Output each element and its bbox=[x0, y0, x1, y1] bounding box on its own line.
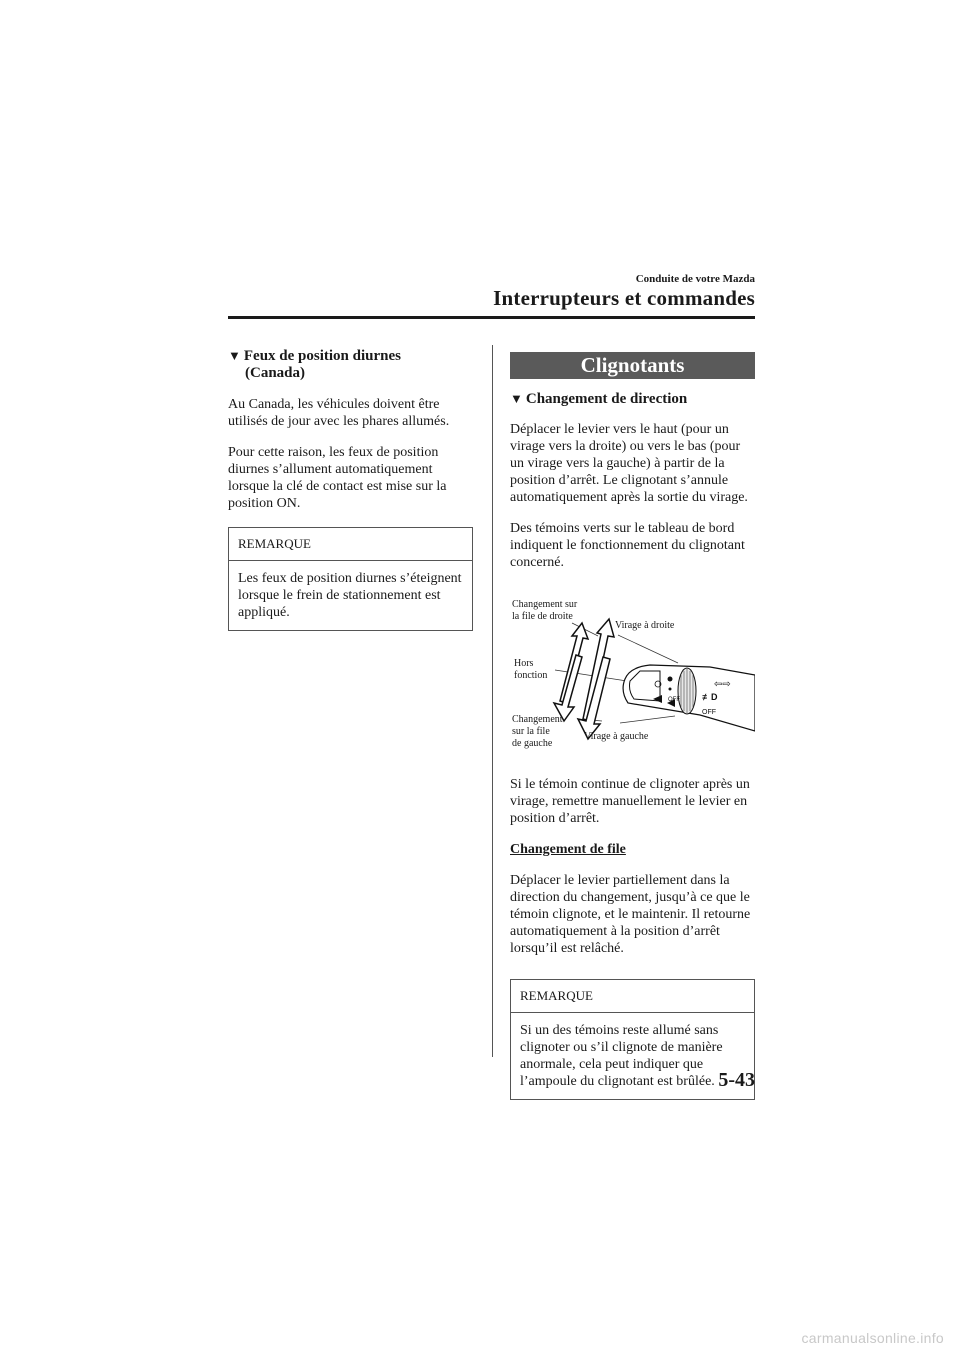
running-header-title: Interrupteurs et commandes bbox=[493, 286, 755, 310]
label-lane-change-left: Changement sur la file de gauche bbox=[512, 714, 563, 749]
label-turn-right: Virage à droite bbox=[615, 620, 675, 631]
note-text: Si un des témoins reste allumé sans clignoter ou s’il clignote de manière anormale, cela peut indiquer que l’ampoule du clignotant est brûlée. bbox=[520, 1023, 723, 1089]
heading-line-2: (Canada) bbox=[245, 365, 306, 381]
column-divider bbox=[492, 345, 493, 1057]
section-banner: Clignotants bbox=[510, 352, 755, 379]
triangle-bullet-icon: ▼ bbox=[510, 391, 523, 406]
svg-text:≢D: ≢D bbox=[702, 692, 718, 702]
label-turn-left: Virage à gauche bbox=[584, 731, 649, 742]
note-title: REMARQUE bbox=[229, 528, 472, 561]
paragraph: Si le témoin continue de clignoter après un virage, remettre manuellement le levier en position d’arrêt. bbox=[510, 777, 750, 826]
paragraph: Déplacer le levier vers le haut (pour un virage vers la droite) ou vers le bas (pour un virage vers la gauche) à partir de la position d’arrêt. Le clignotant s’annule automatiquement après la sortie du virage. bbox=[510, 422, 748, 505]
page-number: 5-43 bbox=[718, 1069, 755, 1091]
right-column bbox=[510, 352, 755, 1100]
heading-turn-signal: ▼ Changement de direction bbox=[510, 391, 688, 407]
turn-signal-lever-figure bbox=[510, 591, 755, 756]
note-text: Les feux de position diurnes s’éteignent lorsque le frein de stationnement est appliqué. bbox=[238, 571, 462, 620]
subheading-lane-change: Changement de file bbox=[510, 842, 626, 857]
note-box bbox=[228, 527, 473, 631]
paragraph: Au Canada, les véhicules doivent être utilisés de jour avec les phares allumés. bbox=[228, 397, 450, 429]
label-off: Hors fonction bbox=[514, 658, 548, 681]
note-title: REMARQUE bbox=[511, 980, 754, 1013]
svg-text:⇦⇨: ⇦⇨ bbox=[714, 679, 731, 690]
heading-daytime-lights bbox=[228, 347, 473, 382]
running-header-section: Conduite de votre Mazda bbox=[635, 273, 755, 285]
header-rule bbox=[228, 316, 755, 319]
triangle-bullet-icon: ▼ bbox=[228, 348, 241, 363]
label-lane-change-right: Changement sur la file de droite bbox=[512, 599, 578, 622]
paragraph: Déplacer le levier partiellement dans la direction du changement, jusqu’à ce que le témoin clignote, et le maintenir. Il retourne automatiquement à la position d’arrêt lorsqu’il est relâché. bbox=[510, 873, 751, 956]
paragraph: Pour cette raison, les feux de position diurnes s’allument automatiquement lorsque la clé de contact est mise sur la position ON. bbox=[228, 445, 447, 511]
stalk-off-text: OFF bbox=[702, 709, 716, 716]
left-column bbox=[228, 347, 473, 631]
watermark: carmanualsonline.info bbox=[801, 1330, 944, 1346]
svg-text:OFF: OFF bbox=[668, 697, 680, 703]
paragraph: Des témoins verts sur le tableau de bord indiquent le fonctionnement du clignotant concerné. bbox=[510, 521, 745, 570]
heading-line-1: Feux de position diurnes bbox=[243, 348, 401, 364]
